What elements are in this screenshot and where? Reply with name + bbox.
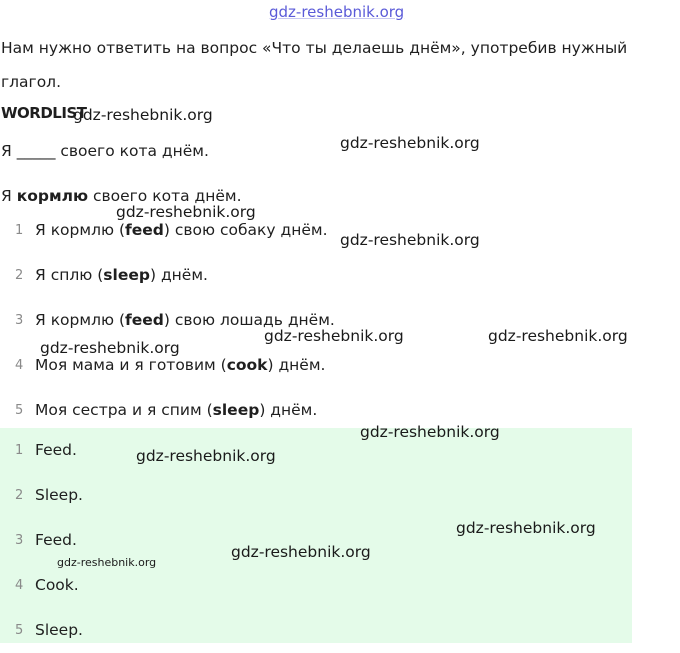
watermark: gdz-reshebnik.org — [136, 447, 276, 465]
exercise-item — [0, 388, 632, 433]
watermark: gdz-reshebnik.org — [57, 556, 157, 569]
wordlist-label: WORDLIST — [1, 104, 87, 122]
answer-text: Feed. — [35, 531, 77, 549]
exercise-number: 2 — [15, 268, 24, 283]
watermark: gdz-reshebnik.org — [456, 519, 596, 537]
watermark: gdz-reshebnik.org — [340, 134, 480, 152]
exercise-item — [0, 208, 632, 253]
exercise-number: 3 — [15, 313, 24, 328]
answer-number: 4 — [15, 578, 24, 593]
answer-text: Sleep. — [35, 486, 83, 504]
exercise-item — [0, 253, 632, 298]
answer-text: Sleep. — [35, 621, 83, 639]
answer-text: Feed. — [35, 441, 77, 459]
watermark: gdz-reshebnik.org — [340, 231, 480, 249]
watermark: gdz-reshebnik.org — [231, 543, 371, 561]
template-sentence: Я _____ своего кота днём. — [1, 142, 209, 160]
answer-text: Cook. — [35, 576, 79, 594]
answer-item — [0, 608, 632, 653]
watermark: gdz-reshebnik.org — [116, 203, 256, 221]
answer-item — [0, 428, 632, 473]
answer-number: 3 — [15, 533, 24, 548]
watermark: gdz-reshebnik.org — [40, 339, 180, 357]
exercise-text: Моя мама и я готовим (cook) днём. — [35, 356, 326, 374]
answer-number: 1 — [15, 443, 24, 458]
watermark: gdz-reshebnik.org — [264, 327, 404, 345]
exercise-text: Я кормлю (feed) свою лошадь днём. — [35, 311, 335, 329]
answer-number: 5 — [15, 623, 24, 638]
exercise-number: 4 — [15, 358, 24, 373]
exercise-text: Я сплю (sleep) днём. — [35, 266, 208, 284]
exercise-text: Моя сестра и я спим (sleep) днём. — [35, 401, 318, 419]
answer-item — [0, 563, 632, 608]
example-before: Я — [1, 187, 17, 205]
example-verb: кормлю — [16, 187, 89, 205]
answer-number: 2 — [15, 488, 24, 503]
example-after: своего кота днём. — [88, 187, 242, 205]
exercise-number: 1 — [15, 223, 24, 238]
answer-item — [0, 473, 632, 518]
watermark: gdz-reshebnik.org — [360, 423, 500, 441]
watermark: gdz-reshebnik.org — [73, 106, 213, 124]
exercise-text: Я кормлю (feed) свою собаку днём. — [35, 221, 328, 239]
exercise-number: 5 — [15, 403, 24, 418]
watermark: gdz-reshebnik.org — [488, 327, 628, 345]
intro-text: Нам нужно ответить на вопрос «Что ты делаешь днём», употребив нужный глагол. — [1, 39, 628, 91]
watermark-link[interactable]: gdz-reshebnik.org — [269, 3, 405, 21]
